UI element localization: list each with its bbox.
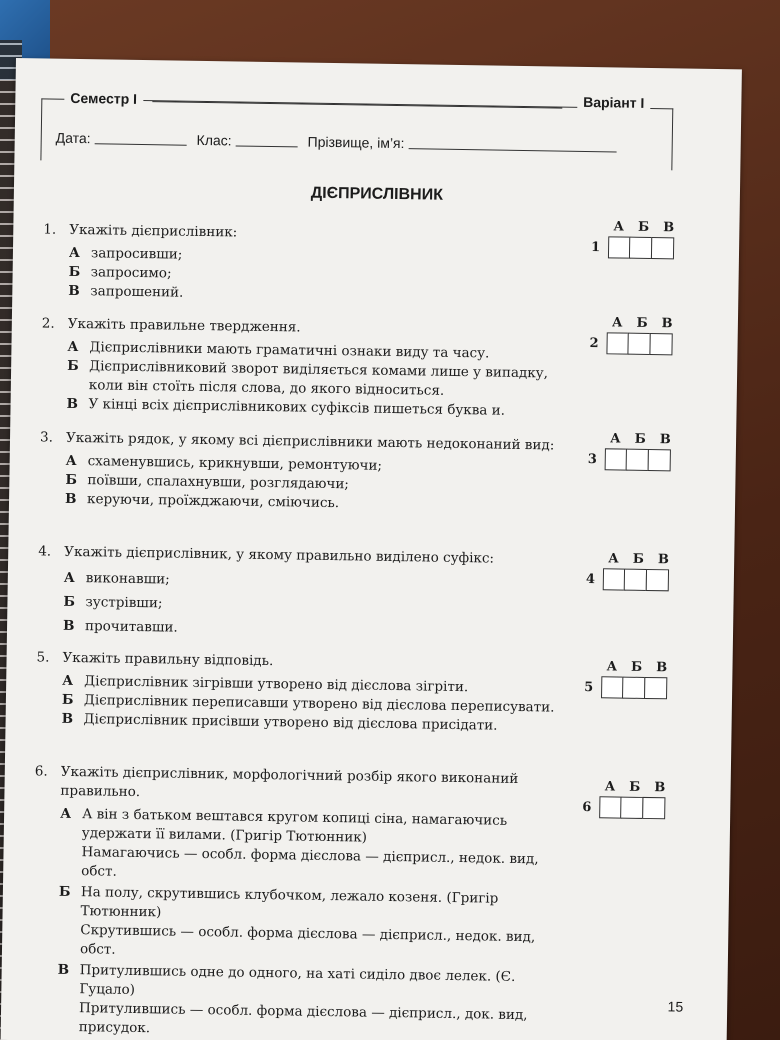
option-a: А Дієприслівники мають граматичні ознаки виду та часу. [67, 338, 490, 362]
question-number: 1. [43, 221, 57, 238]
variant-label: Варіант І [577, 94, 650, 111]
worksheet-page [1, 58, 742, 1040]
answer-cell-a[interactable] [599, 796, 622, 818]
page-title: ДІЄПРИСЛІВНИК [310, 184, 444, 204]
question-text: Укажіть дієприслівник, у якому правильно виділено суфікс: [64, 543, 495, 567]
answer-grid-4: А Б В 4 [586, 551, 677, 591]
option-a: А виконавши; [63, 569, 170, 588]
option-a: А А він з батьком вештався кругом копиці сіна, намагаючись удержати її вилами. (Григір Тютюнник) Намагаючись — особл. форма дієслова — дієприсл., недок. вид, обст. [60, 805, 539, 880]
question-text: Укажіть правильне твердження. [67, 315, 301, 336]
answer-cell-a[interactable] [608, 236, 631, 258]
option-b: Б поївши, спалахнувши, розглядаючи; [65, 471, 350, 493]
question-3 [39, 428, 570, 516]
option-b: Б запросимо; [68, 263, 172, 282]
answer-cell-b[interactable] [626, 449, 649, 471]
option-b: Б Дієприслівник переписавши утворено від дієслова переписувати. [61, 691, 555, 716]
answer-grid-3: А Б В 3 [588, 431, 679, 471]
answer-cell-b[interactable] [628, 333, 651, 355]
semester-label: Семестр І [64, 90, 143, 107]
answer-grid-5: А Б В 5 [584, 659, 675, 699]
answer-cell-c[interactable] [651, 237, 674, 259]
question-text: Укажіть рядок, у якому всі дієприслівники мають недоконаний вид: [65, 429, 555, 454]
option-c: В У кінці всіх дієприслівникових суфіксів пишеться буква и. [66, 395, 506, 419]
answer-cell-c[interactable] [644, 677, 667, 699]
question-6 [31, 762, 565, 1040]
question-text: Укажіть правильну відповідь. [62, 649, 274, 670]
option-b: Б На полу, скрутившись клубочком, лежало козеня. (Григір Тютюнник) Скрутившись — особл. форма дієслова — дієприсл., недок. вид, обст. [58, 883, 536, 958]
answer-grid-2: А Б В 2 [589, 315, 680, 355]
answer-grid-6: А Б В 6 [582, 779, 673, 819]
answer-cell-b[interactable] [622, 677, 645, 699]
question-1 [42, 220, 573, 308]
answer-cell-a[interactable] [604, 448, 627, 470]
name-label: Прізвище, ім’я: [307, 133, 405, 152]
option-a: А схаменувшись, крикнувши, ремонтуючи; [65, 452, 383, 474]
question-number: 4. [38, 543, 52, 560]
option-c: В прочитавши. [62, 617, 178, 636]
page-number: 15 [667, 998, 684, 1015]
date-label: Дата: [55, 129, 91, 147]
option-c: В Дієприслівник присівши утворено від дієслова присідати. [61, 710, 498, 734]
answer-cell-a[interactable] [602, 568, 625, 590]
question-4 [37, 542, 568, 645]
option-c: В Притулившись одне до одного, на хаті сиділо двоє лелек. (Є. Гуцало) Притулившись — особл. форма дієслова — дієприсл., док. вид, присудок. [57, 961, 528, 1037]
answer-cell-a[interactable] [606, 332, 629, 354]
answer-cell-b[interactable] [629, 237, 652, 259]
option-a: А запросивши; [68, 244, 183, 263]
option-b: Б Дієприслівниковий зворот виділяється комами лише у випадку, коли він стоїть після слова, до якого відноситься. [67, 357, 549, 399]
class-field[interactable] [236, 132, 298, 147]
question-5 [35, 648, 566, 736]
answer-cell-c[interactable] [650, 333, 673, 355]
answer-grid-1: А Б В 1 [591, 219, 682, 259]
student-fields [56, 130, 666, 156]
answer-cell-c[interactable] [648, 449, 671, 471]
question-2 [40, 314, 571, 421]
question-number: 2. [41, 315, 55, 332]
class-label: Клас: [196, 131, 232, 149]
header-rule [152, 101, 562, 108]
question-text: Укажіть дієприслівник: [69, 221, 238, 241]
name-field[interactable] [408, 135, 616, 152]
header-box [40, 89, 673, 170]
question-text: Укажіть дієприслівник, морфологічний розбір якого виконаний правильно. [60, 763, 519, 801]
question-number: 3. [39, 429, 54, 446]
answer-cell-c[interactable] [646, 569, 669, 591]
option-b: Б зустрівши; [63, 593, 163, 612]
answer-cell-b[interactable] [624, 569, 647, 591]
question-number: 5. [36, 649, 50, 666]
answer-cell-c[interactable] [642, 797, 665, 819]
option-c: В запрошений. [68, 282, 184, 301]
answer-cell-a[interactable] [601, 676, 624, 698]
date-field[interactable] [95, 130, 187, 145]
option-a: А Дієприслівник зігрівши утворено від дієслова зігріти. [62, 672, 469, 696]
question-number: 6. [34, 763, 48, 780]
answer-cell-b[interactable] [621, 797, 644, 819]
option-c: В керуючи, проїжджаючи, сміючись. [64, 490, 340, 512]
